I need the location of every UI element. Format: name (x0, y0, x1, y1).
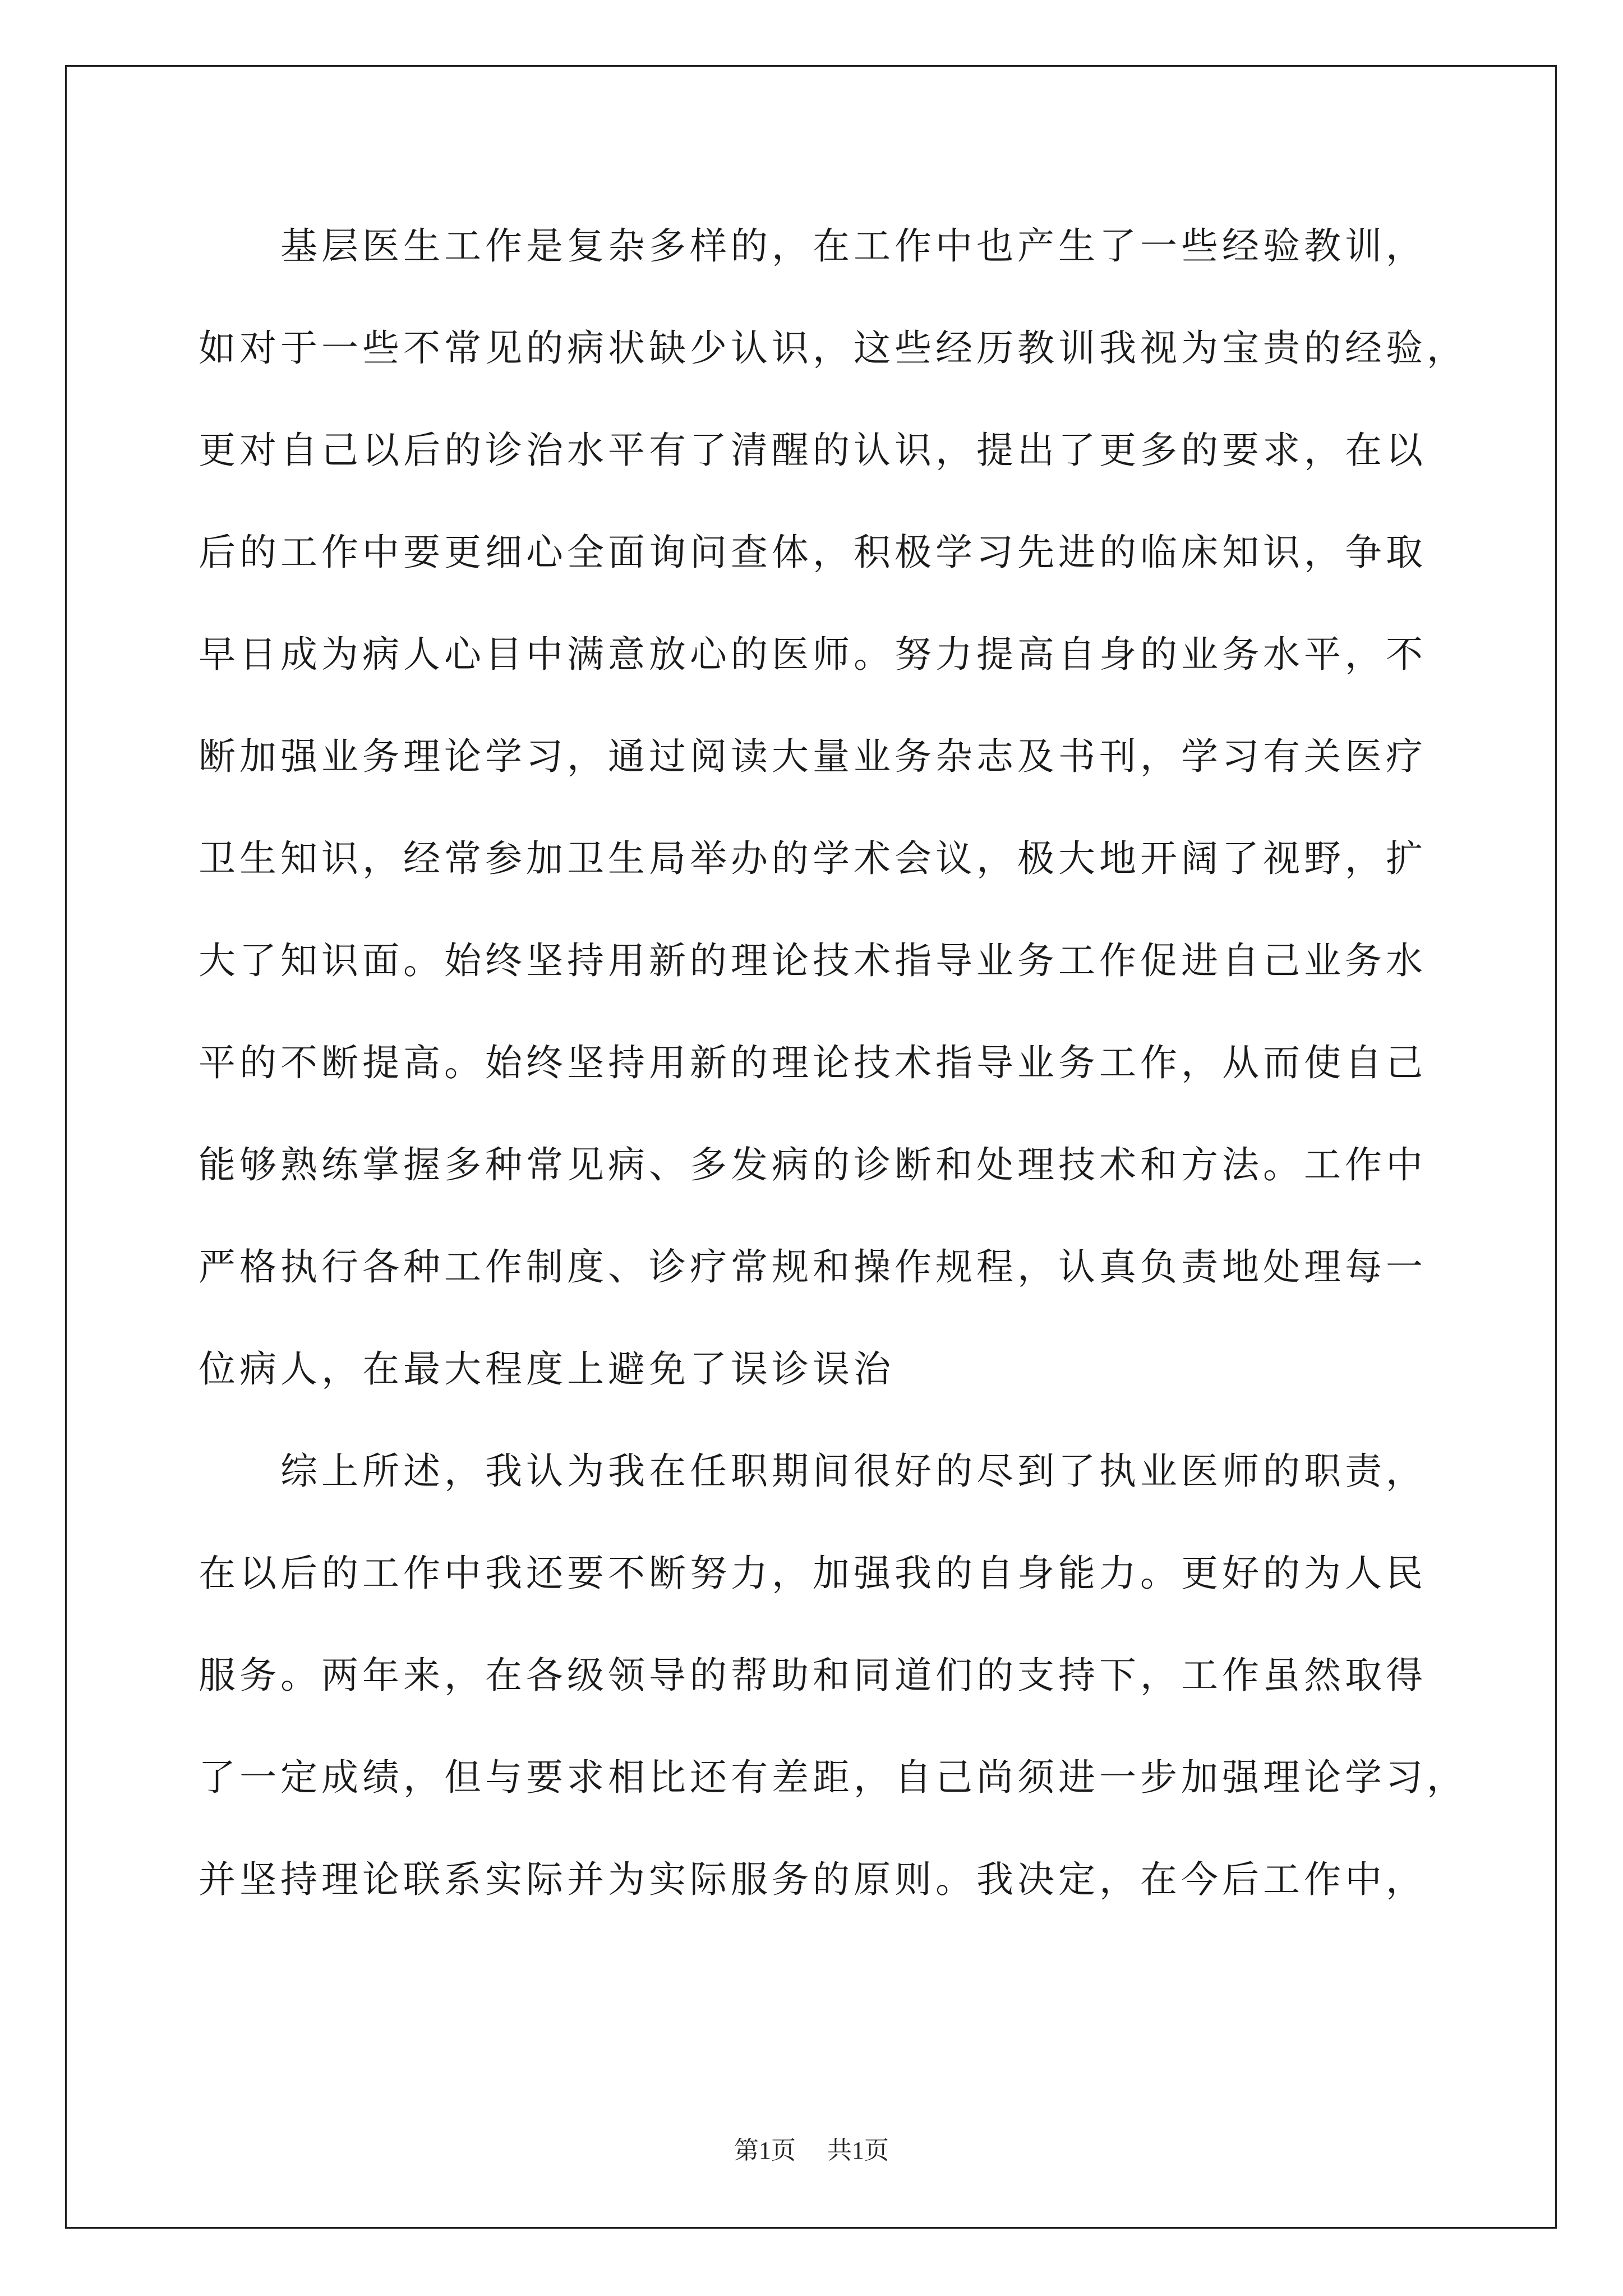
paragraph-2-line-5: 并坚持理论联系实际并为实际服务的原则。我决定，在今后工作中， (199, 1858, 1427, 1901)
paragraph-1-line-8: 大了知识面。始终坚持用新的理论技术指导业务工作促进自己业务水 (199, 939, 1427, 982)
document-body (199, 219, 1468, 1954)
paragraph-1-line-10: 能够熟练掌握多种常见病、多发病的诊断和处理技术和方法。工作中 (199, 1143, 1427, 1186)
paragraph-1-line-4: 后的工作中要更细心全面询问查体，积极学习先进的临床知识，争取 (199, 531, 1427, 574)
paragraph-1-line-7: 卫生知识，经常参加卫生局举办的学术会议，极大地开阔了视野，扩 (199, 837, 1427, 880)
paragraph-2-line-2: 在以后的工作中我还要不断努力，加强我的自身能力。更好的为人民 (199, 1552, 1427, 1595)
paragraph-1-line-1: 基层医生工作是复杂多样的，在工作中也产生了一些经验教训， (280, 224, 1427, 268)
paragraph-1-line-3: 更对自己以后的诊治水平有了清醒的认识，提出了更多的要求，在以 (199, 429, 1427, 472)
paragraph-2-line-1: 综上所述，我认为我在任职期间很好的尽到了执业医师的职责， (280, 1450, 1427, 1493)
paragraph-1-line-12: 位病人，在最大程度上避免了误诊误治 (199, 1347, 895, 1391)
page-footer (0, 2135, 1623, 2166)
page-number-current: 第1页 (734, 2137, 796, 2164)
paragraph-2-line-3: 服务。两年来，在各级领导的帮助和同道们的支持下，工作虽然取得 (199, 1654, 1427, 1697)
paragraph-2-line-4: 了一定成绩，但与要求相比还有差距，自己尚须进一步加强理论学习， (199, 1756, 1468, 1799)
page-number-total: 共1页 (827, 2137, 889, 2164)
paragraph-1-line-6: 断加强业务理论学习，通过阅读大量业务杂志及书刊，学习有关医疗 (199, 735, 1427, 778)
paragraph-1-line-2: 如对于一些不常见的病状缺少认识，这些经历教训我视为宝贵的经验， (199, 326, 1468, 370)
paragraph-1-line-11: 严格执行各种工作制度、诊疗常规和操作规程，认真负责地处理每一 (199, 1245, 1427, 1289)
paragraph-1-line-9: 平的不断提高。始终坚持用新的理论技术指导业务工作，从而使自己 (199, 1041, 1427, 1084)
paragraph-1-line-5: 早日成为病人心目中满意放心的医师。努力提高自身的业务水平，不 (199, 633, 1427, 676)
